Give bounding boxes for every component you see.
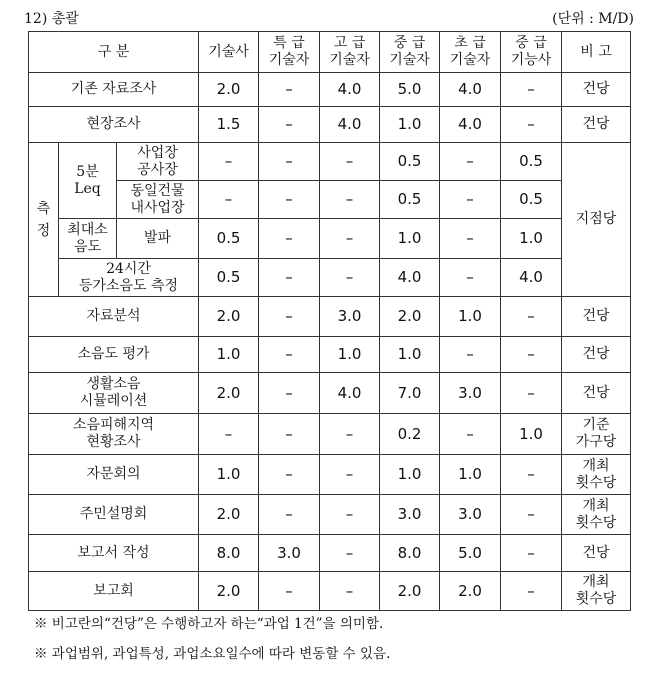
cell-value: 3.0 [259, 535, 320, 572]
cell-remark: 개최 횟수당 [562, 455, 631, 495]
cell-value: 1.0 [440, 455, 501, 495]
cell-value: – [320, 455, 380, 495]
header-engineer: 기술사 [199, 32, 259, 73]
cell-value: 2.0 [380, 297, 440, 337]
cell-value: – [259, 107, 320, 143]
cell-value: – [259, 181, 320, 219]
cell-value: 4.0 [320, 107, 380, 143]
row-label: 소음피해지역 현황조사 [29, 414, 199, 455]
row-sublabel: 발파 [117, 219, 199, 259]
cell-remark: 건당 [562, 107, 631, 143]
footnote-2: ※ 과업범위, 과업특성, 과업소요일수에 따라 변동할 수 있음. [34, 646, 391, 662]
cell-remark: 지점당 [562, 143, 631, 297]
cell-value: – [501, 455, 562, 495]
cell-value: 0.2 [380, 414, 440, 455]
cell-value: 1.0 [380, 337, 440, 373]
row-label: 보고회 [29, 572, 199, 611]
cell-value: – [259, 373, 320, 414]
cell-value: – [320, 572, 380, 611]
table-row [29, 181, 631, 219]
cell-value: 1.0 [501, 219, 562, 259]
cell-value: – [501, 297, 562, 337]
cell-value: – [501, 373, 562, 414]
cell-remark: 기준 가구당 [562, 414, 631, 455]
cell-value: – [259, 495, 320, 535]
cell-value: 3.0 [440, 495, 501, 535]
cell-value: – [440, 219, 501, 259]
row-label: 최대소 음도 [59, 219, 117, 259]
cell-value: – [440, 143, 501, 181]
table-row [29, 297, 631, 337]
cell-value: 2.0 [199, 73, 259, 107]
cell-value: – [320, 143, 380, 181]
cell-value: 1.0 [199, 455, 259, 495]
header-intermediate-technician: 중 급 기능사 [501, 32, 562, 73]
measure-group-label: 측 정 [29, 143, 59, 297]
cell-value: – [320, 181, 380, 219]
cell-value: – [259, 143, 320, 181]
cell-value: – [259, 572, 320, 611]
row-label: 자문회의 [29, 455, 199, 495]
cell-value: – [320, 219, 380, 259]
cell-value: 1.0 [380, 455, 440, 495]
table-row [29, 455, 631, 495]
cell-value: 2.0 [380, 572, 440, 611]
cell-value: 3.0 [380, 495, 440, 535]
cell-value: – [320, 495, 380, 535]
cell-value: 1.0 [380, 219, 440, 259]
cell-value: 1.0 [440, 297, 501, 337]
cell-value: – [199, 143, 259, 181]
table-row [29, 143, 631, 181]
cell-value: – [320, 535, 380, 572]
cell-remark: 건당 [562, 535, 631, 572]
cell-value: 4.0 [440, 107, 501, 143]
cell-value: – [199, 414, 259, 455]
cost-summary-table [28, 31, 631, 611]
cell-value: 4.0 [320, 373, 380, 414]
cell-value: – [501, 495, 562, 535]
cell-value: – [320, 259, 380, 297]
row-label: 동일건물 내사업장 [117, 181, 199, 219]
cell-value: – [259, 219, 320, 259]
cell-value: – [259, 73, 320, 107]
cell-remark: 개최 횟수당 [562, 495, 631, 535]
header-remarks: 비 고 [562, 32, 631, 73]
cell-remark: 개최 횟수당 [562, 572, 631, 611]
cell-value: – [440, 181, 501, 219]
row-label: 보고서 작성 [29, 535, 199, 572]
table-row [29, 535, 631, 572]
table-row [29, 219, 631, 259]
cell-value: – [440, 414, 501, 455]
cell-value: 1.0 [320, 337, 380, 373]
row-label: 현장조사 [29, 107, 199, 143]
row-label: 생활소음 시뮬레이션 [29, 373, 199, 414]
row-label: 소음도 평가 [29, 337, 199, 373]
table-row [29, 495, 631, 535]
cell-value: – [259, 337, 320, 373]
cell-remark: 건당 [562, 337, 631, 373]
table-row [29, 337, 631, 373]
cell-value: 5.0 [380, 73, 440, 107]
row-label: 24시간 등가소음도 측정 [59, 259, 199, 297]
table-row [29, 73, 631, 107]
header-category: 구 분 [29, 32, 199, 73]
table-row [29, 373, 631, 414]
cell-value: 4.0 [320, 73, 380, 107]
cell-value: 0.5 [199, 219, 259, 259]
cell-value: – [199, 181, 259, 219]
cell-value: 2.0 [440, 572, 501, 611]
cell-value: 5.0 [440, 535, 501, 572]
header-junior-tech: 초 급 기술자 [440, 32, 501, 73]
table-row [29, 107, 631, 143]
cell-value: – [259, 414, 320, 455]
cell-value: 8.0 [199, 535, 259, 572]
cell-value: 3.0 [320, 297, 380, 337]
cell-value: 8.0 [380, 535, 440, 572]
unit-label: (단위 : M/D) [552, 11, 634, 27]
cell-value: 0.5 [380, 181, 440, 219]
section-title: 12) 총괄 [24, 11, 79, 27]
cell-value: 2.0 [199, 297, 259, 337]
header-senior-tech: 고 급 기술자 [320, 32, 380, 73]
header-special-tech: 특 급 기술자 [259, 32, 320, 73]
cell-value: 4.0 [440, 73, 501, 107]
cell-value: – [501, 572, 562, 611]
cell-value: – [501, 535, 562, 572]
cell-value: 0.5 [501, 181, 562, 219]
cell-value: – [501, 73, 562, 107]
cell-value: – [320, 414, 380, 455]
cell-value: – [259, 297, 320, 337]
cell-value: 0.5 [199, 259, 259, 297]
header-intermediate-tech: 중 급 기술자 [380, 32, 440, 73]
cell-value: 7.0 [380, 373, 440, 414]
cell-value: 4.0 [501, 259, 562, 297]
cell-value: 1.0 [380, 107, 440, 143]
cell-value: – [259, 455, 320, 495]
row-label: 자료분석 [29, 297, 199, 337]
table-row [29, 259, 631, 297]
row-label: 주민설명회 [29, 495, 199, 535]
cell-remark: 건당 [562, 297, 631, 337]
row-label: 사업장 공사장 [117, 143, 199, 181]
footnote-1: ※ 비고란의“건당”은 수행하고자 하는“과업 1건”을 의미함. [34, 616, 384, 632]
table-row [29, 572, 631, 611]
cell-value: – [501, 107, 562, 143]
cell-value: 2.0 [199, 572, 259, 611]
cell-value: – [440, 337, 501, 373]
cell-value: – [259, 259, 320, 297]
cell-value: 3.0 [440, 373, 501, 414]
cell-value: 1.5 [199, 107, 259, 143]
cell-remark: 건당 [562, 373, 631, 414]
cell-value: 0.5 [501, 143, 562, 181]
cell-value: 4.0 [380, 259, 440, 297]
row-label: 기존 자료조사 [29, 73, 199, 107]
cell-remark: 건당 [562, 73, 631, 107]
header-row [29, 32, 631, 73]
cell-value: 0.5 [380, 143, 440, 181]
cell-value: 1.0 [501, 414, 562, 455]
leq-label: 5분 Leq [59, 143, 117, 219]
cell-value: – [440, 259, 501, 297]
cell-value: 1.0 [199, 337, 259, 373]
table-row [29, 414, 631, 455]
cell-value: 2.0 [199, 495, 259, 535]
cell-value: – [501, 337, 562, 373]
cell-value: 2.0 [199, 373, 259, 414]
